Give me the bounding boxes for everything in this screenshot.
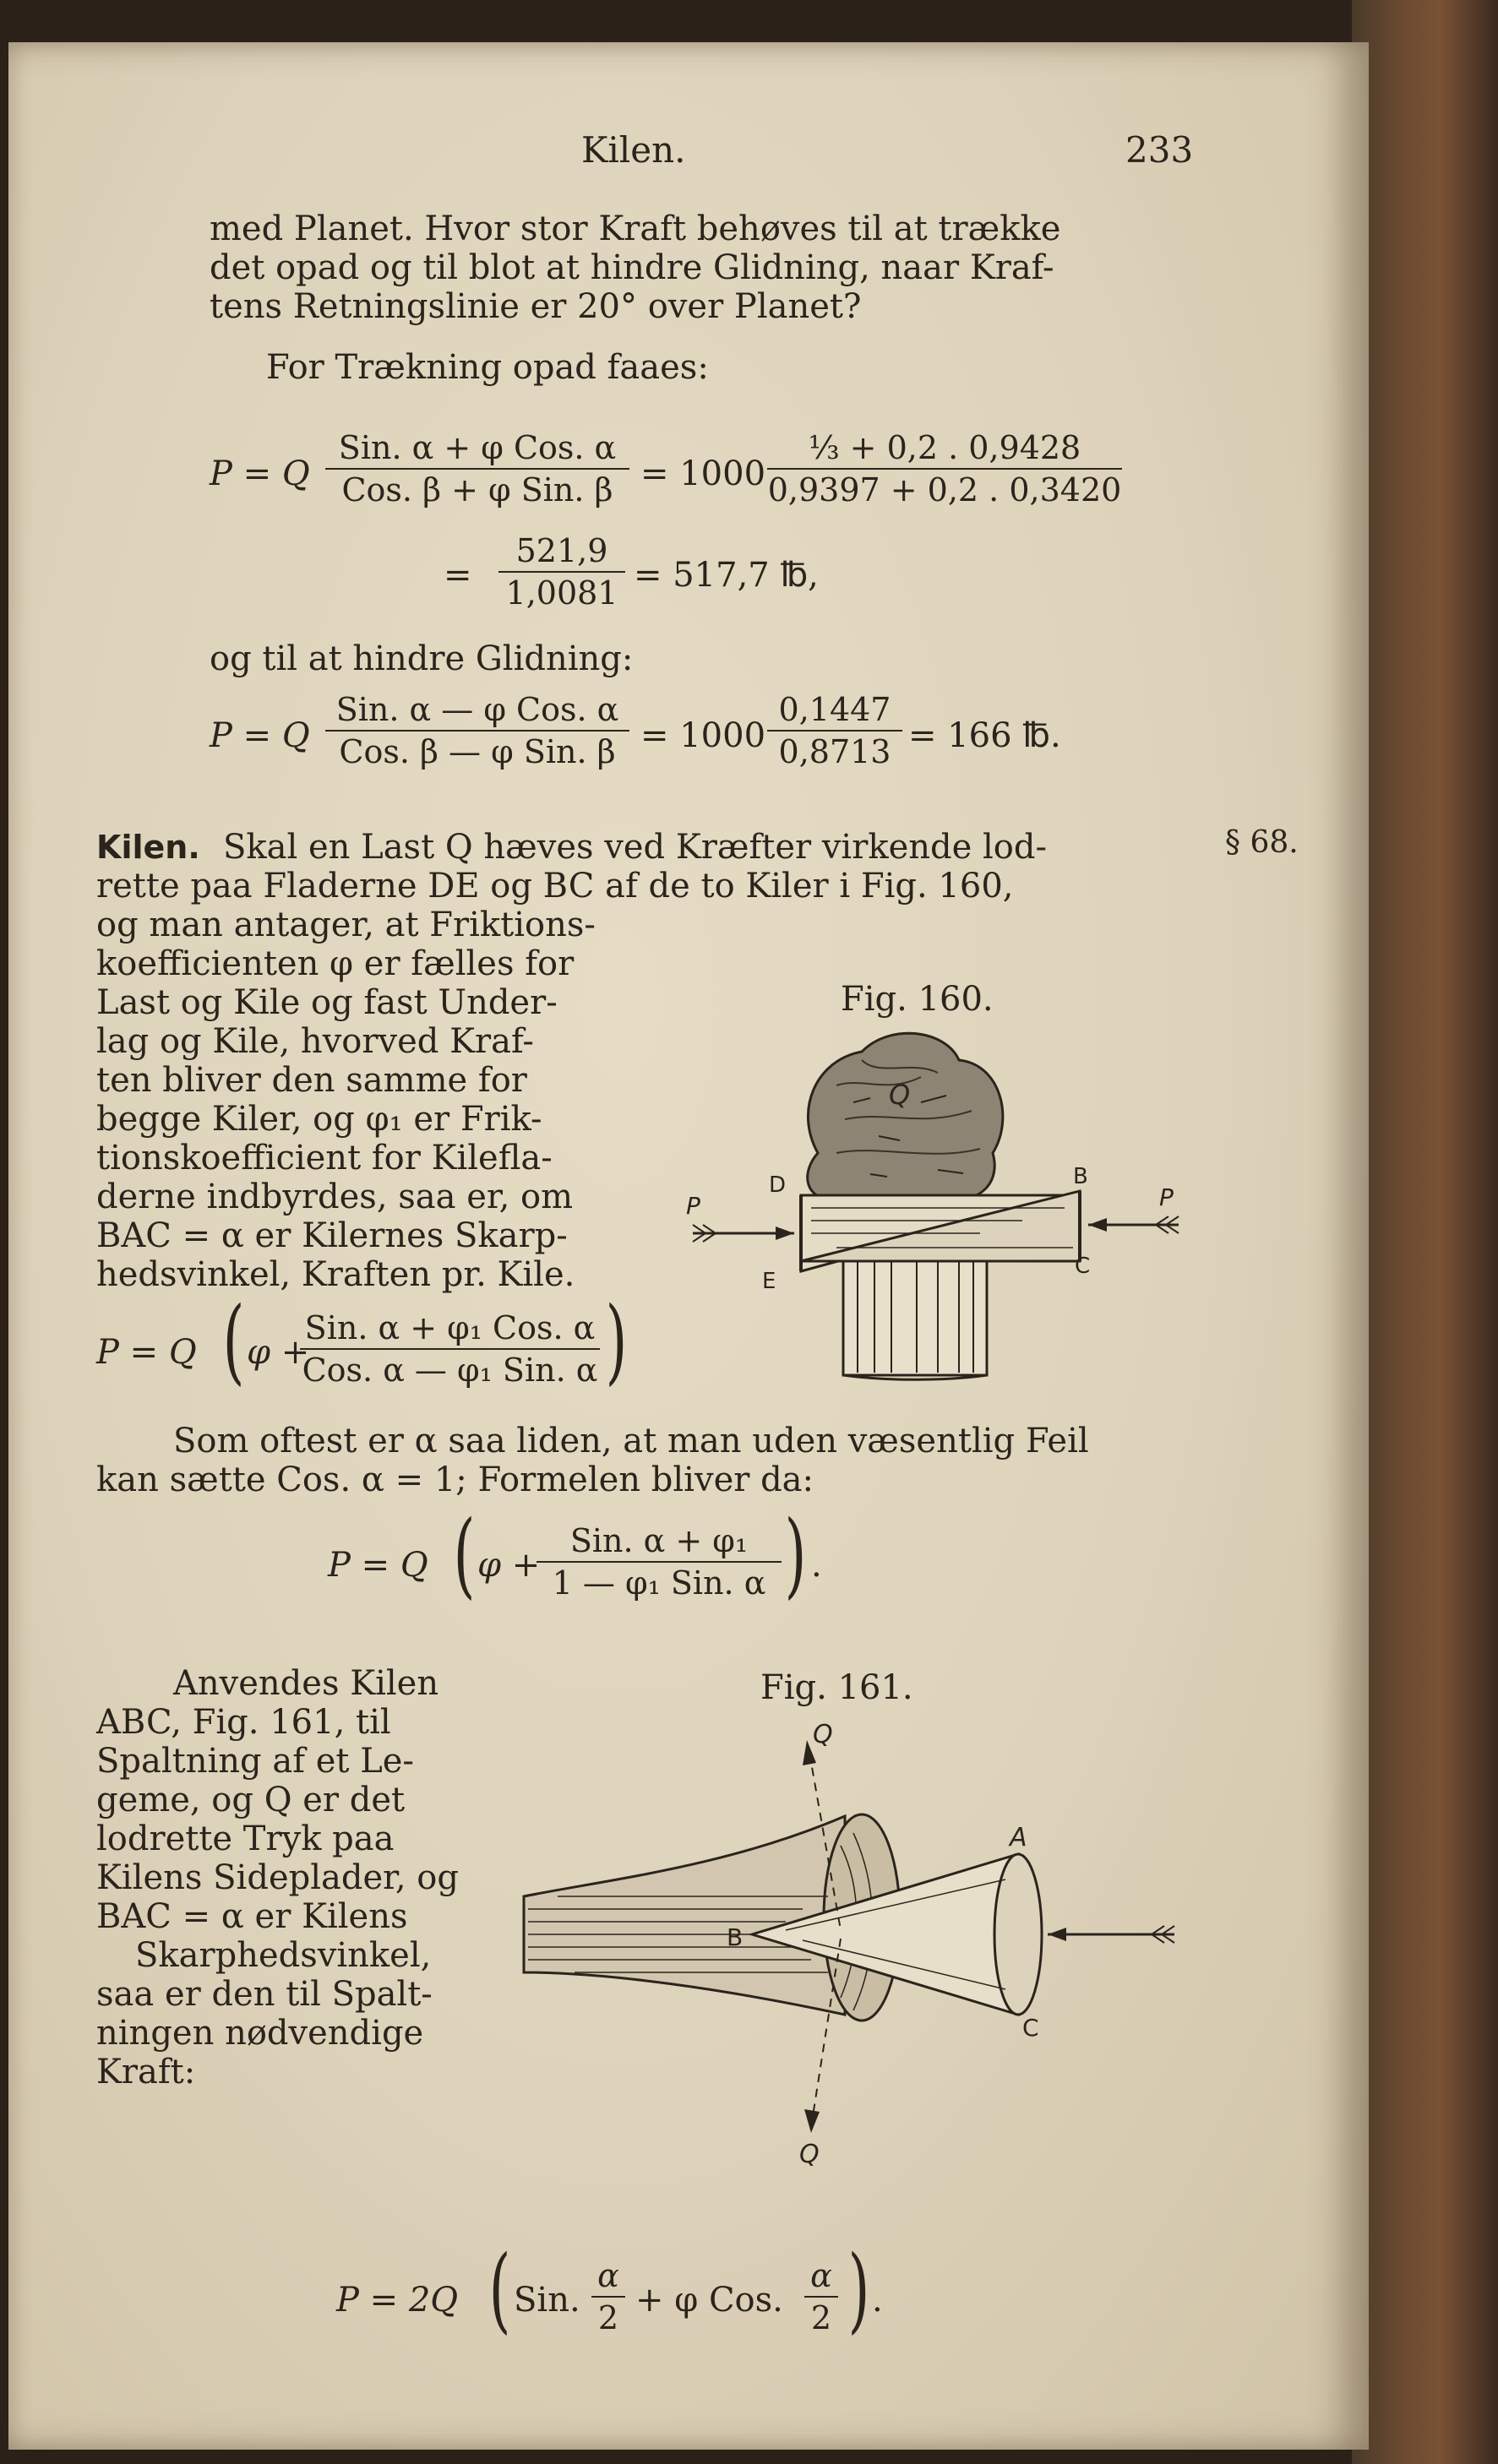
denominator: 2 — [810, 2299, 832, 2336]
fig160-label-c: C — [1075, 1254, 1091, 1279]
denominator: 0,8713 — [778, 733, 891, 770]
text-line: Skarphedsvinkel, — [135, 1936, 432, 1975]
running-title: Kilen. — [581, 129, 686, 171]
numerator: Sin. α — φ Cos. α — [325, 691, 629, 732]
equation-result: = 166 ℔. — [908, 716, 1061, 755]
fig161-label-q-top: Q — [813, 1720, 833, 1749]
section-heading: Kilen. — [96, 829, 200, 866]
text-line: geme, og Q er det — [96, 1781, 406, 1819]
equation-fraction — [591, 2257, 625, 2336]
figure-caption: Fig. 160. — [841, 980, 994, 1019]
equation-lhs: P = Q — [210, 454, 310, 493]
load-rock-illustration — [808, 1033, 1003, 1199]
text-line: tens Retningslinie er 20° over Planet? — [210, 287, 862, 326]
text-line: lag og Kile, hvorved Kraf- — [96, 1022, 534, 1061]
right-paren: ) — [847, 2235, 870, 2343]
text-line: begge Kiler, og φ₁ er Frik- — [96, 1100, 542, 1139]
equation-term: φ + — [247, 1333, 310, 1372]
figure-160 — [667, 1026, 1200, 1381]
numerator: Sin. α + φ Cos. α — [325, 429, 629, 470]
denominator: Cos. α — φ₁ Sin. α — [302, 1352, 598, 1389]
text-line: kan sætte Cos. α = 1; Formelen bliver da: — [96, 1460, 814, 1499]
figure-caption: Fig. 161. — [760, 1668, 913, 1707]
equation-tail: . — [811, 1546, 822, 1585]
text-line: Skal en Last Q hæves ved Kræfter virkende lod- — [223, 828, 1047, 867]
equation-fraction — [498, 532, 625, 612]
denominator: 1 — φ₁ Sin. α — [552, 1564, 766, 1602]
fig161-label-a: A — [1010, 1823, 1027, 1852]
equation-fraction — [300, 1309, 600, 1389]
fig160-label-q: Q — [889, 1079, 911, 1111]
equation-lhs: P = Q — [328, 1546, 428, 1585]
text-line: tionskoefficient for Kilefla- — [96, 1139, 553, 1178]
text-line: Som oftest er α saa liden, at man uden væsentlig Feil — [173, 1422, 1089, 1460]
text-line: med Planet. Hvor stor Kraft behøves til at trække — [210, 209, 1061, 248]
denominator: 2 — [597, 2299, 619, 2336]
fig160-label-b: B — [1073, 1164, 1088, 1189]
text-line: derne indbyrdes, saa er, om — [96, 1178, 574, 1216]
base-block-illustration — [843, 1253, 987, 1379]
equation-lhs: P = Q — [210, 716, 310, 755]
denominator: Cos. β + φ Sin. β — [341, 471, 613, 509]
text-line: ningen nødvendige — [96, 2014, 424, 2053]
text-line: og til at hindre Glidning: — [210, 639, 634, 678]
equation-fraction — [767, 691, 902, 770]
text-line: saa er den til Spalt- — [96, 1975, 433, 2014]
left-paren: ( — [222, 1286, 245, 1395]
book-page — [8, 42, 1369, 2450]
text-line: Last og Kile og fast Under- — [96, 983, 558, 1022]
equation-lhs: P = 2Q — [336, 2281, 459, 2320]
text-line: koefficienten φ er fælles for — [96, 944, 575, 983]
equation-equals: = 1000 — [640, 716, 766, 755]
text-line: Spaltning af et Le- — [96, 1742, 414, 1781]
numerator: 0,1447 — [767, 691, 902, 732]
text-line: og man antager, at Friktions- — [96, 906, 596, 944]
equation-result: = 517,7 ℔, — [634, 556, 819, 595]
equation-term: Sin. — [514, 2281, 580, 2320]
denominator: Cos. β — φ Sin. β — [339, 733, 616, 770]
text-line: For Trækning opad faaes: — [266, 348, 709, 387]
equation-fraction — [804, 2257, 838, 2336]
numerator: ⅓ + 0,2 . 0,9428 — [767, 429, 1122, 470]
denominator: 1,0081 — [505, 574, 618, 612]
text-line: det opad og til blot at hindre Glidning, naar Kraf- — [210, 248, 1054, 287]
text-line: BAC = α er Kilens — [96, 1897, 408, 1936]
right-paren: ) — [784, 1500, 807, 1608]
text-line: Kraft: — [96, 2053, 196, 2091]
fig160-label-e: E — [762, 1269, 776, 1294]
equation-fraction — [325, 429, 629, 509]
left-paren: ( — [453, 1500, 476, 1608]
denominator: 0,9397 + 0,2 . 0,3420 — [767, 471, 1122, 509]
text-line: ABC, Fig. 161, til — [96, 1703, 391, 1742]
equation-fraction — [325, 691, 629, 770]
fig160-label-p-right: P — [1159, 1183, 1174, 1211]
equation-term: φ + — [477, 1546, 541, 1585]
numerator: α — [591, 2257, 625, 2298]
text-line: lodrette Tryk paa — [96, 1819, 395, 1858]
text-line: rette paa Fladerne DE og BC af de to Kiler i Fig. 160, — [96, 867, 1014, 906]
equation-term: + φ Cos. — [635, 2281, 783, 2320]
section-number: § 68. — [1225, 825, 1299, 860]
text-line: hedsvinkel, Kraften pr. Kile. — [96, 1255, 575, 1294]
equation-tail: . — [872, 2281, 883, 2320]
numerator: Sin. α + φ₁ — [537, 1522, 782, 1563]
equation-equals: = — [444, 556, 472, 595]
right-paren: ) — [605, 1286, 628, 1395]
book-spine — [1352, 0, 1498, 2464]
figure-161 — [507, 1719, 1200, 2192]
fig160-label-p-left: P — [686, 1192, 700, 1220]
text-line: Anvendes Kilen — [173, 1664, 439, 1703]
equation-equals: = 1000 — [640, 454, 766, 493]
fig160-label-d: D — [769, 1172, 787, 1198]
fig161-label-b: B — [727, 1923, 744, 1951]
wedges-illustration — [801, 1191, 1080, 1271]
equation-fraction — [767, 429, 1122, 509]
text-line: Kilens Sideplader, og — [96, 1858, 459, 1897]
fig161-label-q-bottom: Q — [799, 2140, 820, 2169]
text-line: ten bliver den samme for — [96, 1061, 527, 1100]
equation-fraction — [537, 1522, 782, 1602]
numerator: α — [804, 2257, 838, 2298]
numerator: Sin. α + φ₁ Cos. α — [300, 1309, 600, 1350]
left-paren: ( — [488, 2235, 511, 2343]
text-line: BAC = α er Kilernes Skarp- — [96, 1216, 568, 1255]
numerator: 521,9 — [498, 532, 625, 573]
equation-lhs: P = Q — [96, 1333, 197, 1372]
fig161-label-c: C — [1022, 2014, 1039, 2042]
page-number: 233 — [1125, 129, 1194, 171]
